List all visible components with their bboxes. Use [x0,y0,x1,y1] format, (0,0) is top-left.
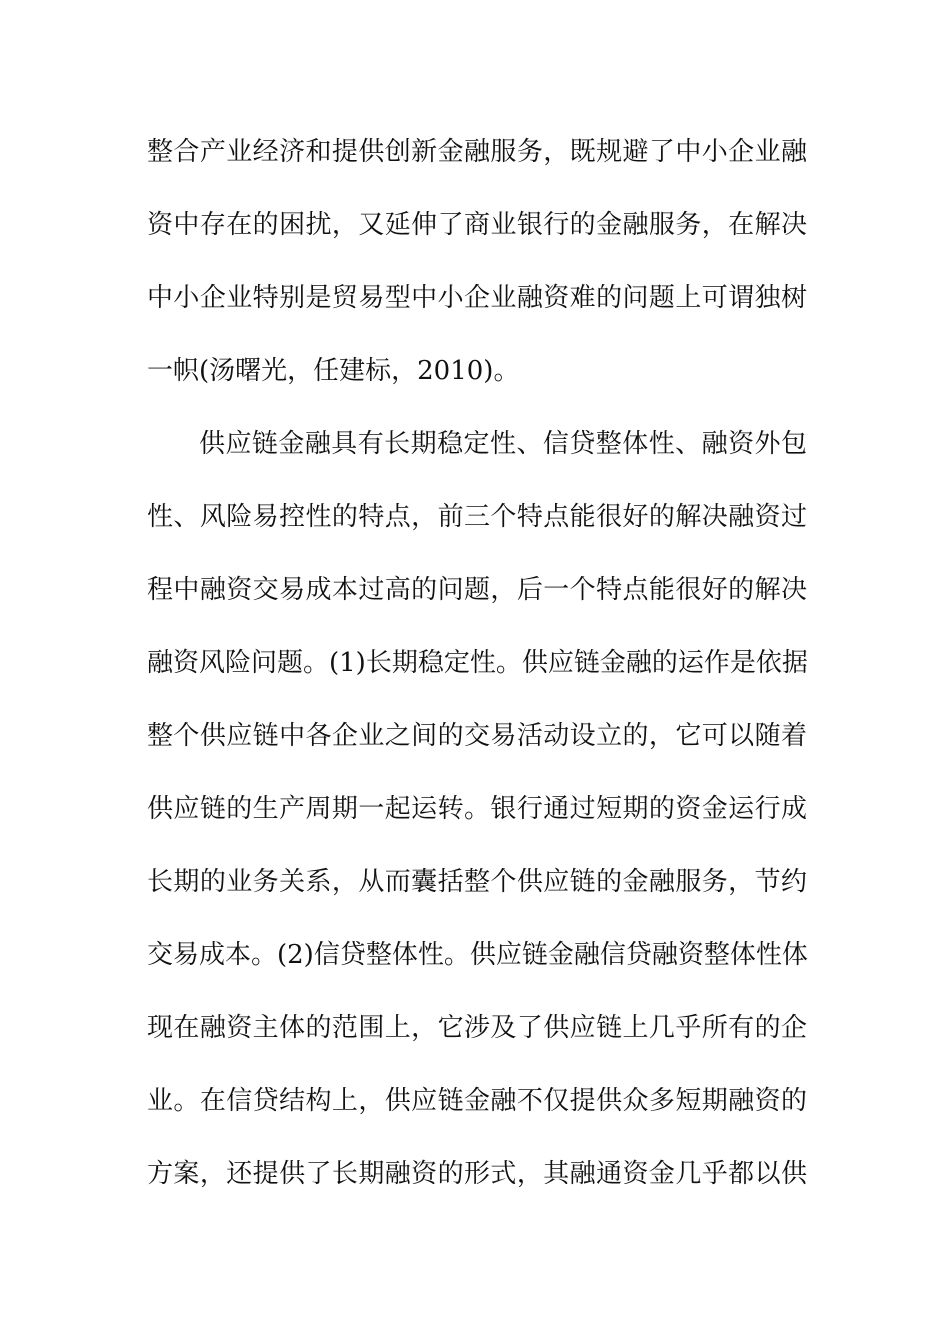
paragraph-1-line-4: 一帜(汤曙光，任建标，2010)。 [147,356,520,386]
paragraph-1-line-1: 整合产业经济和提供创新金融服务，既规避了中小企业融 [147,137,807,167]
paragraph-2-line-1: 供应链金融具有长期稳定性、信贷整体性、融资外包 [199,429,807,459]
paragraph-2-line-11: 方案，还提供了长期融资的形式，其融通资金几乎都以供 [147,1159,807,1189]
paragraph-2-line-10: 业。在信贷结构上，供应链金融不仅提供众多短期融资的 [147,1086,807,1116]
paragraph-2-line-6: 供应链的生产周期一起运转。银行通过短期的资金运行成 [147,794,807,824]
paragraph-2-line-2: 性、风险易控性的特点，前三个特点能很好的解决融资过 [147,502,807,532]
paragraph-2-line-3: 程中融资交易成本过高的问题，后一个特点能很好的解决 [147,575,807,605]
paragraph-2-line-7: 长期的业务关系，从而囊括整个供应链的金融服务，节约 [147,867,807,897]
paragraph-2-line-9: 现在融资主体的范围上，它涉及了供应链上几乎所有的企 [147,1013,807,1043]
paragraph-2-line-8: 交易成本。(2)信贷整体性。供应链金融信贷融资整体性体 [147,940,808,970]
paragraph-2-line-4: 融资风险问题。(1)长期稳定性。供应链金融的运作是依据 [147,648,808,678]
paragraph-1-line-3: 中小企业特别是贸易型中小企业融资难的问题上可谓独树 [147,283,807,313]
paragraph-2-line-5: 整个供应链中各企业之间的交易活动设立的，它可以随着 [147,721,807,751]
paragraph-1-line-2: 资中存在的困扰，又延伸了商业银行的金融服务，在解决 [147,210,807,240]
